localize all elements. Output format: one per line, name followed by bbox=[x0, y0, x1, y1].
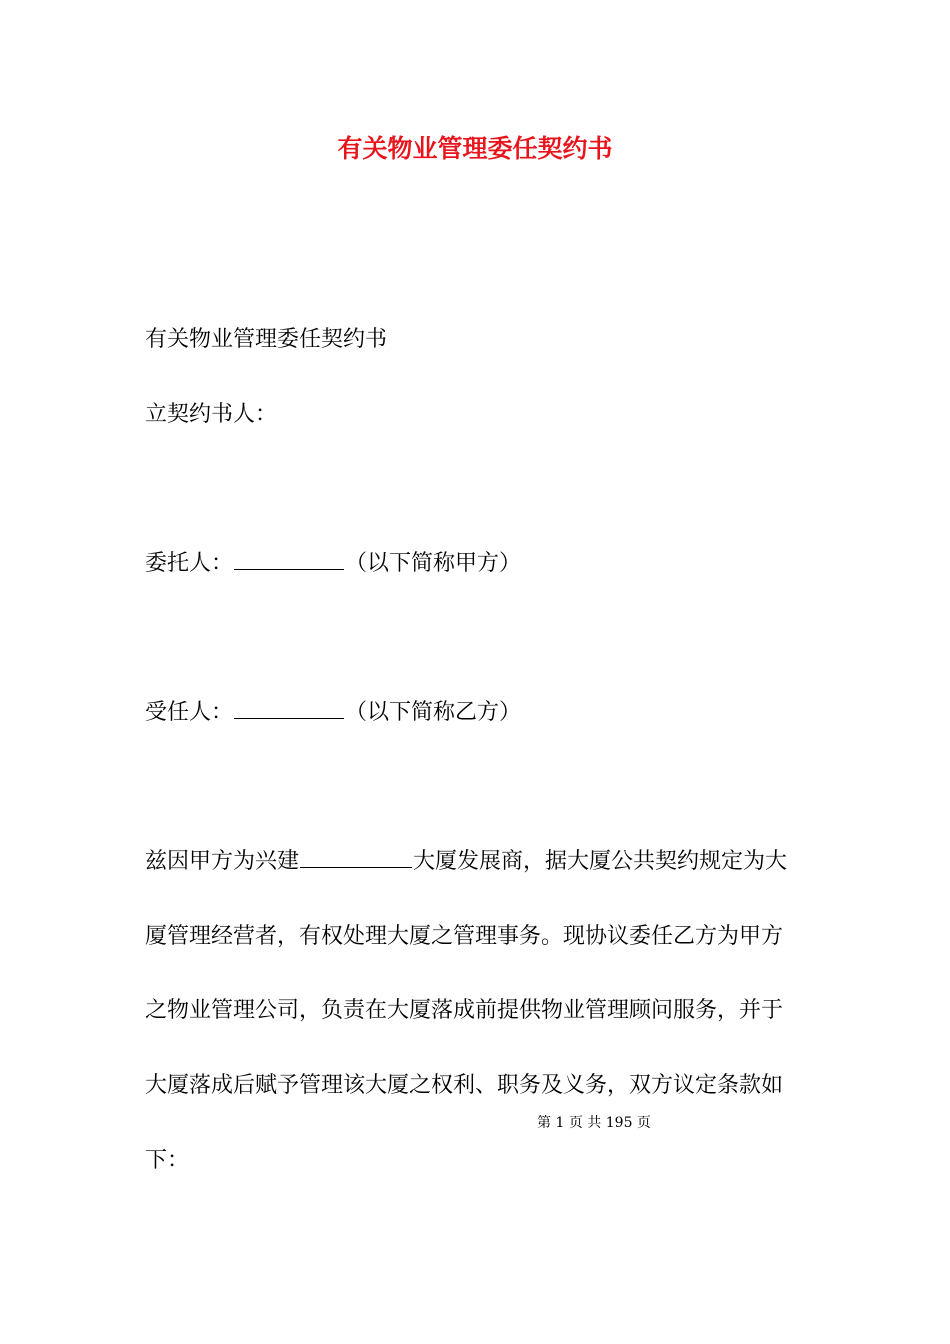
principal-blank bbox=[234, 551, 344, 570]
body-line-1-suffix: 大厦发展商，据大厦公共契约规定为大 bbox=[413, 849, 788, 874]
body-line-1-prefix: 兹因甲方为兴建 bbox=[145, 849, 300, 874]
principal-label: 委托人： bbox=[145, 551, 234, 576]
body-line-2: 厦管理经营者，有权处理大厦之管理事务。现协议委任乙方为甲方 bbox=[145, 924, 784, 949]
agent-blank bbox=[234, 700, 344, 719]
principal-suffix: （以下简称甲方） bbox=[345, 551, 522, 576]
body-line-5: 下： bbox=[145, 1148, 190, 1173]
agent-label: 受任人： bbox=[145, 700, 234, 725]
body-line-3: 之物业管理公司，负责在大厦落成前提供物业管理顾问服务，并于 bbox=[145, 998, 784, 1023]
agent-suffix: （以下简称乙方） bbox=[345, 700, 522, 725]
signatories-label: 立契约书人： bbox=[145, 402, 278, 427]
page-number: 第 1 页 共 195 页 bbox=[537, 1115, 651, 1131]
subtitle: 有关物业管理委任契约书 bbox=[145, 327, 388, 352]
body-line-1 bbox=[145, 847, 787, 877]
agent-line bbox=[145, 698, 521, 728]
building-name-blank bbox=[300, 849, 412, 868]
body-line-4: 大厦落成后赋予管理该大厦之权利、职务及义务，双方议定条款如 bbox=[145, 1073, 784, 1098]
document-title: 有关物业管理委任契约书 bbox=[337, 134, 613, 163]
principal-line bbox=[145, 549, 521, 579]
